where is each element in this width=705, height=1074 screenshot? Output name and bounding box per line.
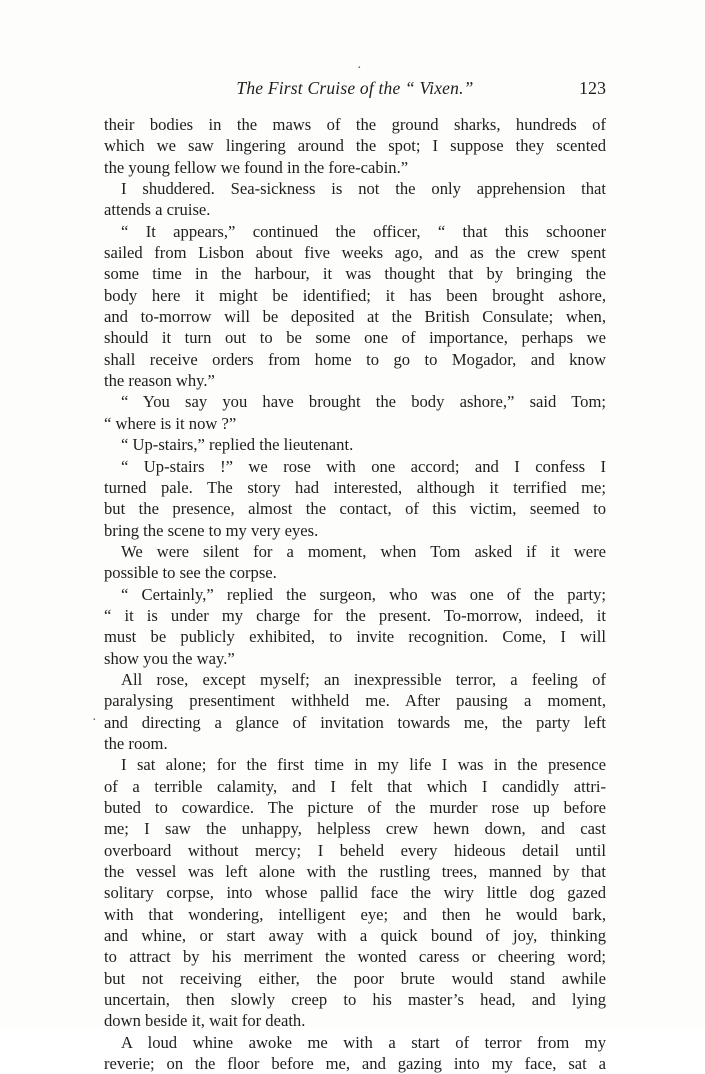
text-line: I sat alone; for the first time in my life I was in the presence — [121, 755, 606, 775]
text-line: overboard without mercy; I beheld every hideous detail until — [104, 840, 606, 860]
text-line: of a terrible calamity, and I felt that which I candidly attri- — [104, 776, 606, 796]
text-line: must be publicly exhibited, to invite recognition. Come, I will — [104, 627, 606, 647]
text-line: bring the scene to my very eyes. — [104, 520, 319, 540]
text-line: the young fellow we found in the fore-cabin.” — [104, 157, 409, 177]
print-speck: · — [357, 61, 362, 76]
text-line: their bodies in the maws of the ground sharks, hundreds of — [104, 115, 606, 134]
text-line: “ You say you have brought the body ashore,” said Tom; — [121, 392, 606, 412]
text-line: “ Up-stairs,” replied the lieutenant. — [121, 435, 354, 455]
text-line: uncertain, then slowly creep to his master’s head, and lying — [104, 990, 606, 1010]
text-line: possible to see the corpse. — [104, 563, 277, 583]
text-line: the vessel was left alone with the rustling trees, manned by that — [104, 862, 606, 882]
text-line: paralysing presentiment withheld me. After pausing a moment, — [104, 691, 606, 711]
text-line: A loud whine awoke me with a start of terror from my — [121, 1032, 606, 1052]
text-line: show you the way.” — [104, 648, 235, 668]
text-line: to attract by his merriment the wonted caress or cheering word; — [104, 947, 606, 967]
running-title: The First Cruise of the “ Vixen.” — [236, 78, 474, 98]
text-line: sailed from Lisbon about five weeks ago, and as the crew spent — [104, 243, 606, 263]
text-line: shall receive orders from home to go to Mogador, and know — [104, 349, 606, 369]
text-line: but not receiving either, the poor brute would stand awhile — [104, 968, 606, 988]
text-line: “ Certainly,” replied the surgeon, who was one of the party; — [121, 584, 606, 604]
text-line: reverie; on the floor before me, and gazing into my face, sat a — [104, 1054, 606, 1074]
text-line: down beside it, wait for death. — [104, 1011, 306, 1031]
text-line: and directing a glance of invitation towards me, the party left — [104, 712, 606, 732]
text-line: buted to cowardice. The picture of the murder rose up before — [104, 798, 606, 817]
page-number: 123 — [579, 78, 606, 98]
running-head — [104, 76, 606, 100]
text-line: “ It appears,” continued the officer, “ that this schooner — [121, 221, 606, 241]
text-line: the room. — [104, 733, 168, 753]
body-text — [104, 114, 606, 1074]
text-line: which we saw lingering around the spot; I suppose they scented — [104, 136, 606, 156]
text-line: We were silent for a moment, when Tom asked if it were — [121, 541, 606, 561]
text-line: “ it is under my charge for the present. To-morrow, indeed, it — [104, 605, 606, 625]
text-line: should it turn out to be some one of importance, perhaps we — [104, 328, 606, 348]
text-line: but the presence, almost the contact, of this victim, seemed to — [104, 499, 606, 519]
text-line: I shuddered. Sea-sickness is not the only apprehension that — [121, 179, 606, 199]
text-line: body here it might be identified; it has been brought ashore, — [104, 285, 606, 305]
text-line: me; I saw the unhappy, helpless crew hewn down, and cast — [104, 819, 606, 839]
text-line: solitary corpse, into whose pallid face the wiry little dog gazed — [104, 883, 606, 903]
text-line: and whine, or start away with a quick bound of joy, thinking — [104, 926, 606, 946]
print-speck: · — [92, 713, 97, 728]
text-line: with that wondering, intelligent eye; and then he would bark, — [104, 904, 606, 924]
text-line: turned pale. The story had interested, although it terrified me; — [104, 477, 606, 497]
text-line: and to-morrow will be deposited at the British Consulate; when, — [104, 307, 606, 327]
text-line: attends a cruise. — [104, 200, 211, 220]
text-line: some time in the harbour, it was thought that by bringing the — [104, 264, 606, 284]
text-line: “ Up-stairs !” we rose with one accord; and I confess I — [121, 456, 606, 476]
text-line: All rose, except myself; an inexpressible terror, a feeling of — [121, 669, 606, 689]
text-line: the reason why.” — [104, 371, 215, 391]
text-line: “ where is it now ?” — [104, 413, 237, 433]
